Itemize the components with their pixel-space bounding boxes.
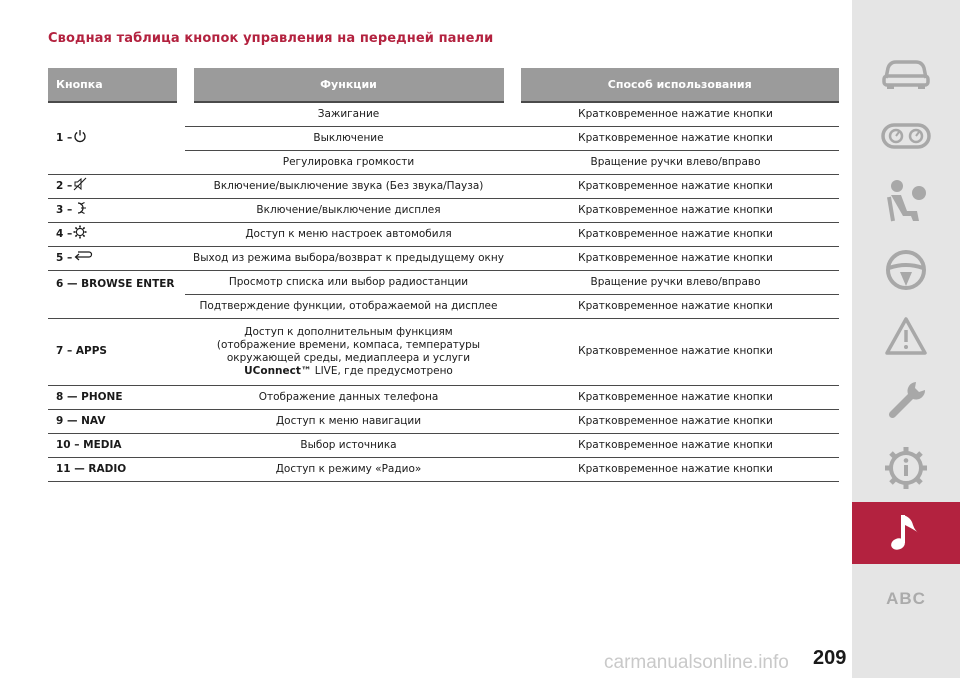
power-icon bbox=[73, 129, 87, 147]
usage-cell: Кратковременное нажатие кнопки bbox=[512, 433, 839, 457]
index-label: ABC bbox=[886, 589, 926, 608]
table-row bbox=[48, 457, 839, 481]
button-label: 4 – bbox=[56, 228, 73, 240]
warning-triangle-icon bbox=[884, 316, 928, 356]
header-functions: Функции bbox=[185, 68, 512, 102]
usage-cell: Кратковременное нажатие кнопки bbox=[512, 198, 839, 222]
function-cell: Просмотр списка или выбор радиостанции bbox=[185, 270, 512, 294]
usage-cell: Кратковременное нажатие кнопки bbox=[512, 174, 839, 198]
usage-cell: Вращение ручки влево/вправо bbox=[512, 270, 839, 294]
function-cell: Подтверждение функции, отображаемой на дисплее bbox=[185, 294, 512, 318]
function-cell: Включение/выключение звука (Без звука/Пауза) bbox=[185, 174, 512, 198]
header-usage: Способ использования bbox=[512, 68, 839, 102]
function-cell: Выход из режима выбора/возврат к предыдущему окну bbox=[185, 246, 512, 270]
dashboard-gauges-icon bbox=[881, 121, 931, 151]
music-note-icon bbox=[889, 511, 923, 555]
display-icon bbox=[73, 201, 87, 219]
button-cell bbox=[48, 174, 185, 198]
usage-cell: Кратковременное нажатие кнопки bbox=[512, 222, 839, 246]
chapter-sidebar bbox=[852, 0, 960, 678]
watermark: carmanualsonline.info bbox=[604, 652, 789, 673]
wrench-icon bbox=[884, 378, 928, 422]
table-row bbox=[48, 433, 839, 457]
table-row bbox=[48, 198, 839, 222]
table-row bbox=[48, 385, 839, 409]
usage-cell: Вращение ручки влево/вправо bbox=[512, 150, 839, 174]
sidebar-item-multimedia[interactable] bbox=[852, 502, 960, 564]
button-cell bbox=[48, 102, 185, 174]
usage-cell: Кратковременное нажатие кнопки bbox=[512, 457, 839, 481]
button-cell: 10 – MEDIA bbox=[48, 433, 185, 457]
button-cell bbox=[48, 270, 185, 318]
function-cell: Выключение bbox=[185, 126, 512, 150]
brand-name: UConnect™ bbox=[244, 364, 312, 377]
function-cell: Включение/выключение дисплея bbox=[185, 198, 512, 222]
settings-icon bbox=[73, 225, 87, 243]
function-text: Доступ к дополнительным функциям (отображение времени, компаса, температуры окружающей среды, медиаплеера и услуги bbox=[216, 325, 481, 364]
sidebar-item-technical-data[interactable] bbox=[852, 440, 960, 496]
usage-cell: Кратковременное нажатие кнопки bbox=[512, 126, 839, 150]
usage-cell: Кратковременное нажатие кнопки bbox=[512, 102, 839, 126]
info-gear-icon bbox=[883, 445, 929, 491]
table-row bbox=[48, 318, 839, 385]
table-row bbox=[48, 270, 839, 294]
usage-cell: Кратковременное нажатие кнопки bbox=[512, 318, 839, 385]
button-cell: 8 — PHONE bbox=[48, 385, 185, 409]
sidebar-item-steering[interactable] bbox=[852, 244, 960, 296]
table-row bbox=[48, 409, 839, 433]
function-cell bbox=[185, 318, 512, 385]
header-button: Кнопка bbox=[48, 68, 185, 102]
button-label: 2 – bbox=[56, 180, 73, 192]
button-label: 7 – APPS bbox=[56, 345, 107, 357]
button-cell bbox=[48, 198, 185, 222]
sidebar-item-index[interactable] bbox=[852, 584, 960, 614]
usage-cell: Кратковременное нажатие кнопки bbox=[512, 294, 839, 318]
function-cell: Доступ к меню навигации bbox=[185, 409, 512, 433]
seat-safety-icon bbox=[883, 177, 929, 227]
function-cell: Отображение данных телефона bbox=[185, 385, 512, 409]
page-number: 209 bbox=[813, 647, 847, 669]
usage-cell: Кратковременное нажатие кнопки bbox=[512, 409, 839, 433]
sidebar-item-maintenance[interactable] bbox=[852, 374, 960, 426]
usage-cell: Кратковременное нажатие кнопки bbox=[512, 246, 839, 270]
function-cell: Выбор источника bbox=[185, 433, 512, 457]
button-cell: 9 — NAV bbox=[48, 409, 185, 433]
car-icon bbox=[880, 52, 932, 92]
back-icon bbox=[73, 249, 93, 267]
table-row bbox=[48, 246, 839, 270]
usage-cell: Кратковременное нажатие кнопки bbox=[512, 385, 839, 409]
button-cell: 11 — RADIO bbox=[48, 457, 185, 481]
page-title: Сводная таблица кнопок управления на передней панели bbox=[48, 31, 494, 46]
button-cell bbox=[48, 222, 185, 246]
sidebar-item-car[interactable] bbox=[852, 46, 960, 98]
function-cell: Регулировка громкости bbox=[185, 150, 512, 174]
button-label: 6 — BROWSE ENTER bbox=[56, 277, 175, 290]
table-row bbox=[48, 222, 839, 246]
mute-icon bbox=[73, 177, 87, 195]
table-row bbox=[48, 174, 839, 198]
sidebar-item-dashboard[interactable] bbox=[852, 110, 960, 162]
function-cell: Доступ к меню настроек автомобиля bbox=[185, 222, 512, 246]
button-cell bbox=[48, 318, 185, 385]
controls-table bbox=[48, 68, 839, 482]
steering-wheel-icon bbox=[884, 248, 928, 292]
button-label: 3 – bbox=[56, 204, 73, 216]
sidebar-item-warning[interactable] bbox=[852, 310, 960, 362]
sidebar-item-safety[interactable] bbox=[852, 172, 960, 232]
function-cell: Доступ к режиму «Радио» bbox=[185, 457, 512, 481]
function-cell: Зажигание bbox=[185, 102, 512, 126]
table-row bbox=[48, 102, 839, 126]
button-label: 1 – bbox=[56, 132, 73, 145]
button-label: 5 – bbox=[56, 252, 73, 264]
function-text-cont: LIVE, где предусмотрено bbox=[314, 364, 453, 377]
table-header-row bbox=[48, 68, 839, 102]
button-cell bbox=[48, 246, 185, 270]
